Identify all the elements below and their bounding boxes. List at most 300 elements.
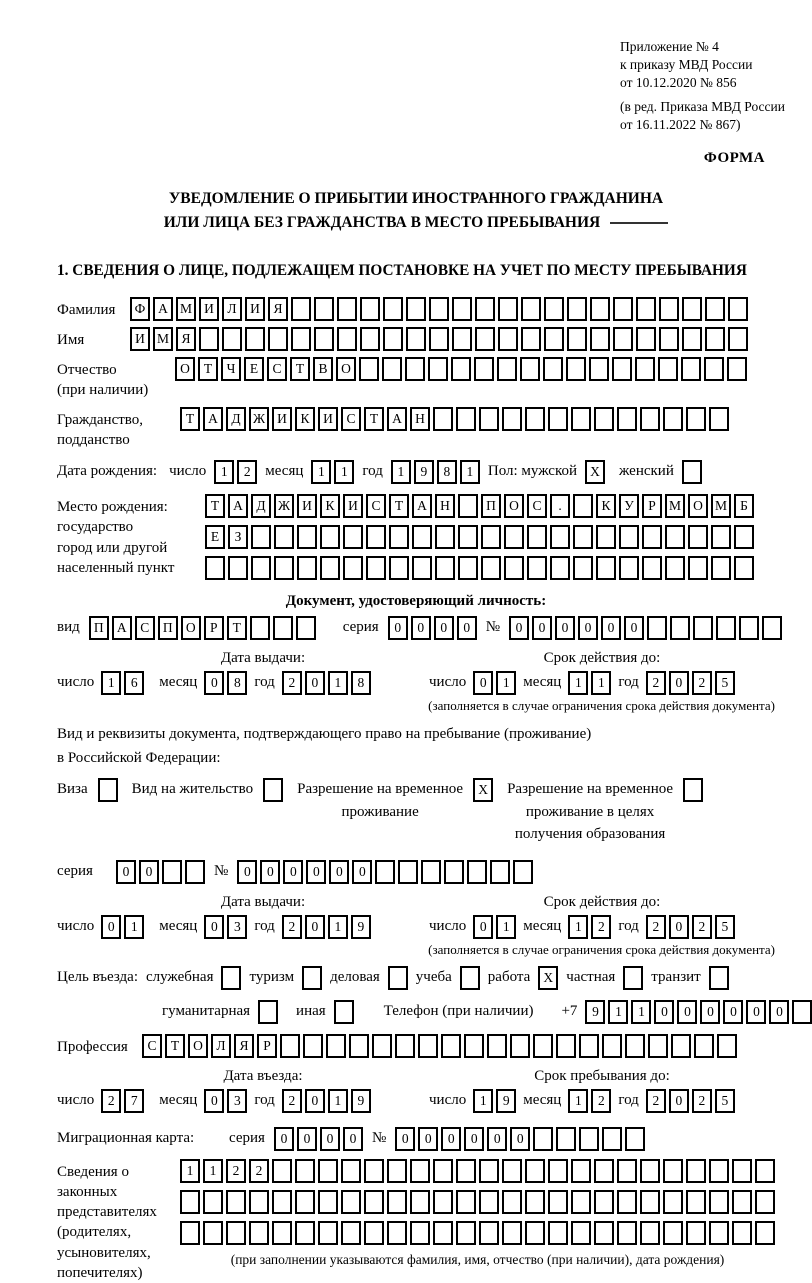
char-box[interactable] (502, 1221, 522, 1245)
char-box[interactable] (709, 1190, 729, 1214)
char-box[interactable]: 1 (568, 1089, 588, 1113)
char-box[interactable]: 0 (578, 616, 598, 640)
char-box[interactable]: 0 (283, 860, 303, 884)
char-box[interactable] (410, 1159, 430, 1183)
char-box[interactable] (479, 407, 499, 431)
char-box[interactable]: 1 (568, 671, 588, 695)
char-box[interactable]: X (585, 460, 605, 484)
char-box[interactable]: Р (257, 1034, 277, 1058)
char-box[interactable]: 0 (204, 915, 224, 939)
char-box[interactable] (249, 1190, 269, 1214)
char-box[interactable]: Р (642, 494, 662, 518)
char-box[interactable] (456, 1190, 476, 1214)
char-box[interactable]: 0 (306, 860, 326, 884)
char-box[interactable] (180, 1221, 200, 1245)
char-box[interactable] (226, 1221, 246, 1245)
char-box[interactable]: 0 (669, 1089, 689, 1113)
char-box[interactable] (303, 1034, 323, 1058)
char-box[interactable] (98, 778, 118, 802)
char-box[interactable] (458, 525, 478, 549)
char-box[interactable]: 1 (496, 915, 516, 939)
char-box[interactable] (686, 1221, 706, 1245)
sex-female-checkbox[interactable] (682, 460, 702, 484)
purpose-work-checkbox[interactable] (538, 966, 558, 990)
char-box[interactable] (688, 556, 708, 580)
char-box[interactable]: М (153, 327, 173, 351)
char-box[interactable] (464, 1034, 484, 1058)
char-box[interactable]: 2 (237, 460, 257, 484)
char-box[interactable] (429, 297, 449, 321)
char-box[interactable] (251, 556, 271, 580)
char-box[interactable]: Н (410, 407, 430, 431)
char-box[interactable] (617, 1190, 637, 1214)
residence-series-input[interactable] (116, 860, 205, 884)
char-box[interactable] (705, 297, 725, 321)
char-box[interactable]: 0 (139, 860, 159, 884)
char-box[interactable] (343, 556, 363, 580)
char-box[interactable]: Л (211, 1034, 231, 1058)
char-box[interactable] (481, 525, 501, 549)
char-box[interactable] (571, 1190, 591, 1214)
char-box[interactable] (418, 1034, 438, 1058)
char-box[interactable] (389, 556, 409, 580)
char-box[interactable] (732, 1221, 752, 1245)
char-box[interactable]: А (112, 616, 132, 640)
char-box[interactable] (226, 1190, 246, 1214)
char-box[interactable] (359, 357, 379, 381)
char-box[interactable] (755, 1221, 775, 1245)
purpose-other-checkbox[interactable] (334, 1000, 354, 1024)
migration-series-input[interactable] (274, 1127, 363, 1151)
char-box[interactable]: 2 (692, 671, 712, 695)
char-box[interactable] (527, 556, 547, 580)
char-box[interactable] (366, 525, 386, 549)
char-box[interactable] (556, 1034, 576, 1058)
char-box[interactable]: 1 (328, 915, 348, 939)
doc-issue-year-input[interactable] (282, 671, 371, 695)
phone-input[interactable] (585, 1000, 812, 1024)
char-box[interactable] (625, 1034, 645, 1058)
char-box[interactable] (686, 407, 706, 431)
char-box[interactable] (573, 494, 593, 518)
doc-kind-input[interactable] (89, 616, 316, 640)
char-box[interactable] (387, 1159, 407, 1183)
char-box[interactable] (705, 327, 725, 351)
char-box[interactable] (258, 1000, 278, 1024)
char-box[interactable] (732, 1190, 752, 1214)
char-box[interactable] (527, 525, 547, 549)
char-box[interactable] (647, 616, 667, 640)
entry-day-input[interactable] (101, 1089, 144, 1113)
char-box[interactable] (274, 556, 294, 580)
char-box[interactable] (272, 1221, 292, 1245)
char-box[interactable]: 0 (343, 1127, 363, 1151)
char-box[interactable]: С (135, 616, 155, 640)
char-box[interactable]: 1 (473, 1089, 493, 1113)
given-name-input[interactable] (130, 327, 748, 351)
char-box[interactable] (544, 297, 564, 321)
char-box[interactable] (364, 1190, 384, 1214)
char-box[interactable] (498, 327, 518, 351)
char-box[interactable] (711, 525, 731, 549)
char-box[interactable]: 0 (769, 1000, 789, 1024)
char-box[interactable]: Т (205, 494, 225, 518)
char-box[interactable]: 0 (260, 860, 280, 884)
char-box[interactable] (571, 1221, 591, 1245)
surname-input[interactable] (130, 297, 748, 321)
birthplace-row3-input[interactable] (205, 556, 754, 580)
char-box[interactable] (228, 556, 248, 580)
char-box[interactable]: 3 (227, 915, 247, 939)
char-box[interactable] (205, 556, 225, 580)
char-box[interactable]: Б (734, 494, 754, 518)
representatives-row1-input[interactable] (180, 1159, 775, 1183)
char-box[interactable]: С (267, 357, 287, 381)
char-box[interactable]: 2 (646, 671, 666, 695)
char-box[interactable] (387, 1221, 407, 1245)
char-box[interactable] (341, 1221, 361, 1245)
char-box[interactable] (732, 1159, 752, 1183)
temp-residence-checkbox[interactable] (473, 778, 493, 802)
char-box[interactable] (185, 860, 205, 884)
char-box[interactable]: 5 (715, 915, 735, 939)
char-box[interactable] (360, 297, 380, 321)
char-box[interactable] (571, 1159, 591, 1183)
char-box[interactable] (548, 407, 568, 431)
char-box[interactable]: 2 (692, 915, 712, 939)
char-box[interactable]: У (619, 494, 639, 518)
char-box[interactable]: 0 (297, 1127, 317, 1151)
char-box[interactable] (709, 1221, 729, 1245)
char-box[interactable] (375, 860, 395, 884)
char-box[interactable]: 0 (441, 1127, 461, 1151)
char-box[interactable] (203, 1221, 223, 1245)
char-box[interactable] (623, 966, 643, 990)
char-box[interactable] (521, 297, 541, 321)
char-box[interactable] (398, 860, 418, 884)
char-box[interactable] (412, 556, 432, 580)
char-box[interactable]: 9 (496, 1089, 516, 1113)
char-box[interactable]: 2 (282, 915, 302, 939)
char-box[interactable] (410, 1221, 430, 1245)
char-box[interactable]: 1 (391, 460, 411, 484)
char-box[interactable]: С (527, 494, 547, 518)
char-box[interactable] (272, 1159, 292, 1183)
char-box[interactable] (762, 616, 782, 640)
char-box[interactable] (364, 1159, 384, 1183)
purpose-study-checkbox[interactable] (460, 966, 480, 990)
char-box[interactable]: 0 (101, 915, 121, 939)
char-box[interactable] (479, 1221, 499, 1245)
char-box[interactable] (360, 327, 380, 351)
char-box[interactable] (642, 556, 662, 580)
char-box[interactable] (670, 616, 690, 640)
char-box[interactable]: К (295, 407, 315, 431)
char-box[interactable]: . (550, 494, 570, 518)
char-box[interactable]: О (188, 1034, 208, 1058)
stay-day-input[interactable] (473, 1089, 516, 1113)
char-box[interactable]: 0 (654, 1000, 674, 1024)
char-box[interactable]: 2 (692, 1089, 712, 1113)
char-box[interactable] (548, 1190, 568, 1214)
char-box[interactable]: 0 (510, 1127, 530, 1151)
char-box[interactable] (556, 1127, 576, 1151)
char-box[interactable] (716, 616, 736, 640)
char-box[interactable] (406, 327, 426, 351)
char-box[interactable]: X (473, 778, 493, 802)
char-box[interactable]: И (272, 407, 292, 431)
char-box[interactable] (474, 357, 494, 381)
char-box[interactable] (180, 1190, 200, 1214)
char-box[interactable]: 0 (700, 1000, 720, 1024)
char-box[interactable]: 1 (203, 1159, 223, 1183)
char-box[interactable] (389, 525, 409, 549)
char-box[interactable] (320, 525, 340, 549)
char-box[interactable] (388, 966, 408, 990)
residence-issue-year-input[interactable] (282, 915, 371, 939)
char-box[interactable]: П (481, 494, 501, 518)
char-box[interactable]: X (538, 966, 558, 990)
char-box[interactable] (602, 1127, 622, 1151)
char-box[interactable]: 7 (124, 1089, 144, 1113)
char-box[interactable] (513, 860, 533, 884)
char-box[interactable]: 2 (591, 1089, 611, 1113)
char-box[interactable]: 0 (624, 616, 644, 640)
char-box[interactable] (337, 297, 357, 321)
char-box[interactable] (341, 1159, 361, 1183)
char-box[interactable] (612, 357, 632, 381)
char-box[interactable]: И (245, 297, 265, 321)
char-box[interactable] (590, 327, 610, 351)
char-box[interactable] (467, 860, 487, 884)
char-box[interactable]: Д (226, 407, 246, 431)
char-box[interactable] (734, 525, 754, 549)
char-box[interactable] (567, 327, 587, 351)
char-box[interactable] (162, 860, 182, 884)
char-box[interactable]: 2 (591, 915, 611, 939)
char-box[interactable] (263, 778, 283, 802)
temp-residence-edu-checkbox[interactable] (683, 778, 703, 802)
char-box[interactable]: И (199, 297, 219, 321)
char-box[interactable] (663, 1221, 683, 1245)
residence-issue-month-input[interactable] (204, 915, 247, 939)
char-box[interactable] (636, 297, 656, 321)
char-box[interactable] (550, 556, 570, 580)
entry-year-input[interactable] (282, 1089, 371, 1113)
char-box[interactable]: 1 (460, 460, 480, 484)
char-box[interactable] (640, 1190, 660, 1214)
char-box[interactable] (444, 860, 464, 884)
char-box[interactable] (429, 327, 449, 351)
char-box[interactable] (550, 525, 570, 549)
char-box[interactable]: 0 (388, 616, 408, 640)
char-box[interactable] (525, 407, 545, 431)
char-box[interactable] (525, 1221, 545, 1245)
char-box[interactable] (341, 1190, 361, 1214)
char-box[interactable] (659, 297, 679, 321)
char-box[interactable] (640, 1159, 660, 1183)
char-box[interactable] (636, 327, 656, 351)
char-box[interactable] (686, 1159, 706, 1183)
char-box[interactable] (337, 327, 357, 351)
char-box[interactable]: Ж (274, 494, 294, 518)
purpose-business-checkbox[interactable] (388, 966, 408, 990)
char-box[interactable] (274, 525, 294, 549)
char-box[interactable] (250, 616, 270, 640)
char-box[interactable] (594, 1221, 614, 1245)
char-box[interactable]: 5 (715, 1089, 735, 1113)
char-box[interactable]: 0 (669, 915, 689, 939)
char-box[interactable] (387, 1190, 407, 1214)
doc-issue-day-input[interactable] (101, 671, 144, 695)
char-box[interactable] (475, 327, 495, 351)
char-box[interactable] (504, 525, 524, 549)
char-box[interactable] (412, 525, 432, 549)
purpose-humanitarian-checkbox[interactable] (258, 1000, 278, 1024)
char-box[interactable]: М (711, 494, 731, 518)
char-box[interactable] (717, 1034, 737, 1058)
char-box[interactable]: 8 (351, 671, 371, 695)
char-box[interactable]: Ч (221, 357, 241, 381)
char-box[interactable]: И (130, 327, 150, 351)
char-box[interactable]: 0 (677, 1000, 697, 1024)
char-box[interactable] (479, 1159, 499, 1183)
char-box[interactable]: 1 (124, 915, 144, 939)
char-box[interactable] (395, 1034, 415, 1058)
char-box[interactable] (727, 357, 747, 381)
char-box[interactable] (314, 327, 334, 351)
char-box[interactable] (297, 556, 317, 580)
char-box[interactable]: И (297, 494, 317, 518)
representatives-row2-input[interactable] (180, 1190, 775, 1214)
residence-valid-month-input[interactable] (568, 915, 611, 939)
char-box[interactable] (525, 1190, 545, 1214)
char-box[interactable] (441, 1034, 461, 1058)
char-box[interactable] (688, 525, 708, 549)
char-box[interactable] (383, 327, 403, 351)
char-box[interactable] (617, 1221, 637, 1245)
char-box[interactable] (755, 1190, 775, 1214)
char-box[interactable] (683, 778, 703, 802)
char-box[interactable]: 3 (227, 1089, 247, 1113)
char-box[interactable] (318, 1221, 338, 1245)
char-box[interactable] (682, 327, 702, 351)
char-box[interactable] (739, 616, 759, 640)
patronymic-input[interactable] (175, 357, 747, 381)
char-box[interactable]: О (504, 494, 524, 518)
char-box[interactable] (221, 966, 241, 990)
char-box[interactable] (520, 357, 540, 381)
char-box[interactable]: Т (227, 616, 247, 640)
birth-day-input[interactable] (214, 460, 257, 484)
char-box[interactable] (709, 1159, 729, 1183)
char-box[interactable]: 1 (311, 460, 331, 484)
doc-number-input[interactable] (509, 616, 782, 640)
char-box[interactable]: 1 (328, 1089, 348, 1113)
char-box[interactable] (663, 1190, 683, 1214)
char-box[interactable] (521, 327, 541, 351)
char-box[interactable] (711, 556, 731, 580)
char-box[interactable] (451, 357, 471, 381)
char-box[interactable] (573, 525, 593, 549)
char-box[interactable] (693, 616, 713, 640)
char-box[interactable] (544, 327, 564, 351)
char-box[interactable] (295, 1221, 315, 1245)
purpose-transit-checkbox[interactable] (709, 966, 729, 990)
char-box[interactable] (571, 407, 591, 431)
doc-series-input[interactable] (388, 616, 477, 640)
char-box[interactable]: И (343, 494, 363, 518)
char-box[interactable] (665, 525, 685, 549)
char-box[interactable] (728, 297, 748, 321)
char-box[interactable]: Т (165, 1034, 185, 1058)
char-box[interactable]: 0 (723, 1000, 743, 1024)
char-box[interactable] (433, 1159, 453, 1183)
char-box[interactable] (456, 1221, 476, 1245)
char-box[interactable] (302, 966, 322, 990)
char-box[interactable]: 9 (351, 1089, 371, 1113)
citizenship-input[interactable] (180, 407, 729, 431)
char-box[interactable] (533, 1034, 553, 1058)
char-box[interactable]: 0 (204, 1089, 224, 1113)
visa-checkbox[interactable] (98, 778, 118, 802)
char-box[interactable]: Я (234, 1034, 254, 1058)
profession-input[interactable] (142, 1034, 737, 1058)
char-box[interactable] (625, 1127, 645, 1151)
char-box[interactable] (525, 1159, 545, 1183)
char-box[interactable]: 0 (473, 671, 493, 695)
char-box[interactable]: Т (364, 407, 384, 431)
char-box[interactable] (663, 1159, 683, 1183)
char-box[interactable]: Е (205, 525, 225, 549)
residence-number-input[interactable] (237, 860, 533, 884)
char-box[interactable] (490, 860, 510, 884)
char-box[interactable] (548, 1221, 568, 1245)
char-box[interactable] (497, 357, 517, 381)
char-box[interactable] (222, 327, 242, 351)
char-box[interactable] (475, 297, 495, 321)
char-box[interactable] (343, 525, 363, 549)
char-box[interactable]: К (596, 494, 616, 518)
char-box[interactable]: 0 (746, 1000, 766, 1024)
char-box[interactable]: 0 (352, 860, 372, 884)
char-box[interactable] (296, 616, 316, 640)
char-box[interactable] (372, 1034, 392, 1058)
char-box[interactable] (589, 357, 609, 381)
char-box[interactable] (573, 556, 593, 580)
char-box[interactable] (456, 1159, 476, 1183)
char-box[interactable]: О (336, 357, 356, 381)
char-box[interactable] (504, 556, 524, 580)
char-box[interactable] (594, 1159, 614, 1183)
char-box[interactable]: О (688, 494, 708, 518)
char-box[interactable] (682, 297, 702, 321)
sex-male-checkbox[interactable] (585, 460, 605, 484)
char-box[interactable]: 1 (631, 1000, 651, 1024)
char-box[interactable]: П (158, 616, 178, 640)
char-box[interactable] (502, 1159, 522, 1183)
representatives-row3-input[interactable] (180, 1221, 775, 1245)
char-box[interactable]: 0 (329, 860, 349, 884)
char-box[interactable]: 1 (496, 671, 516, 695)
char-box[interactable] (709, 407, 729, 431)
char-box[interactable] (671, 1034, 691, 1058)
doc-issue-month-input[interactable] (204, 671, 247, 695)
char-box[interactable] (364, 1221, 384, 1245)
purpose-official-checkbox[interactable] (221, 966, 241, 990)
char-box[interactable] (203, 1190, 223, 1214)
char-box[interactable] (295, 1159, 315, 1183)
